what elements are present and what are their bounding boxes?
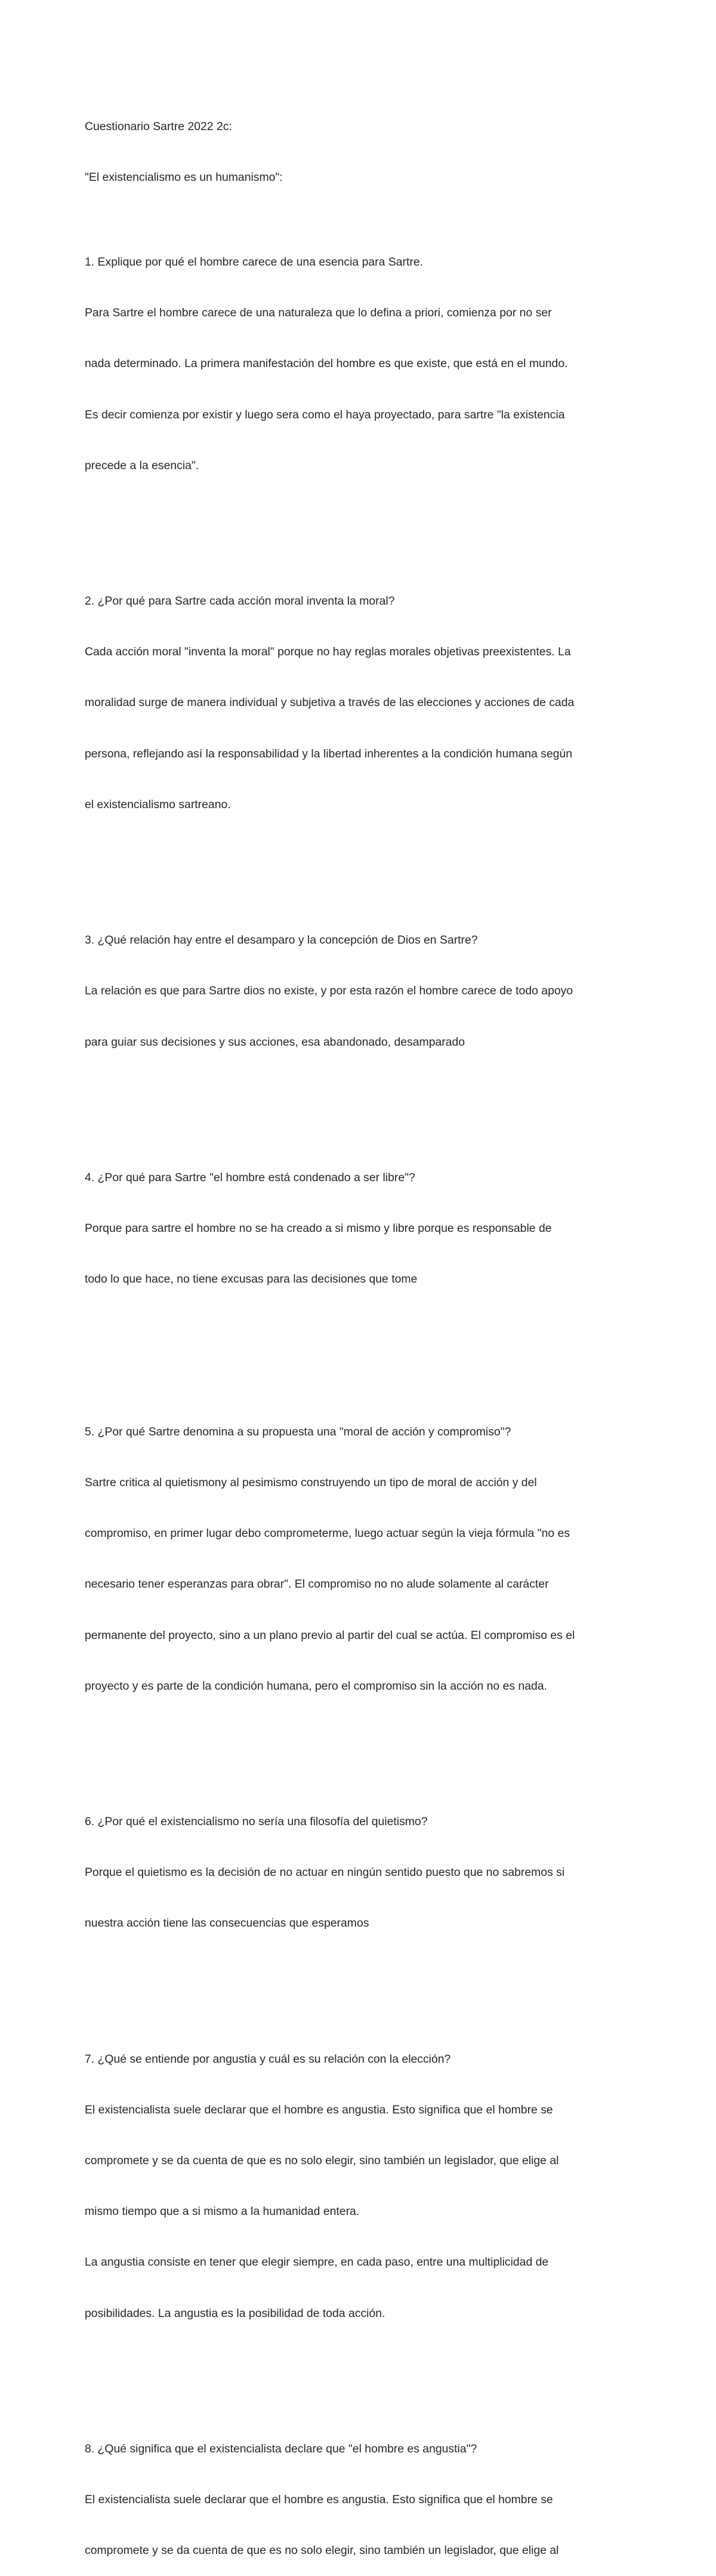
answer-2-line-3: persona, reflejando así la responsabilidad y la libertad inherentes a la condición humana según bbox=[85, 747, 573, 760]
answer-6-line-1: Porque el quietismo es la decisión de no actuar en ningún sentido puesto que no sabremos si bbox=[85, 1866, 565, 1879]
answer-4-line-1: Porque para sartre el hombre no se ha creado a si mismo y libre porque es responsable de bbox=[85, 1221, 552, 1235]
document-page bbox=[85, 84, 646, 2576]
answer-5-line-2: compromiso, en primer lugar debo comprometerme, luego actuar según la vieja fórmula "no es bbox=[85, 1527, 570, 1540]
answer-5-line-1: Sartre critica al quietismony al pesimismo construyendo un tipo de moral de acción y del bbox=[85, 1475, 537, 1489]
question-2: 2. ¿Por qué para Sartre cada acción moral inventa la moral? bbox=[85, 594, 395, 608]
paragraph-gap bbox=[85, 847, 646, 864]
answer-7-line-3: mismo tiempo que a si mismo a la humanidad entera. bbox=[85, 2205, 360, 2218]
answer-5-line-5: proyecto y es parte de la condición humana, pero el compromiso sin la acción no es nada. bbox=[85, 1679, 547, 1693]
paragraph-gap bbox=[85, 2356, 646, 2372]
paragraph-gap bbox=[85, 1084, 646, 1101]
question-1: 1. Explique por qué el hombre carece de una esencia para Sartre. bbox=[85, 255, 423, 269]
answer-8-line-2: compromete y se da cuenta de que es no solo elegir, sino también un legislador, que elige al bbox=[85, 2544, 559, 2557]
document-title: Cuestionario Sartre 2022 2c: bbox=[85, 119, 232, 133]
answer-2-line-4: el existencialismo sartreano. bbox=[85, 797, 231, 811]
question-6: 6. ¿Por qué el existencialismo no sería una filosofía del quietismo? bbox=[85, 1814, 428, 1828]
answer-7-line-5: posibilidades. La angustia es la posibilidad de toda acción. bbox=[85, 2306, 385, 2320]
answer-7-line-1: El existencialista suele declarar que el hombre es angustia. Esto significa que el hombre se bbox=[85, 2103, 553, 2116]
answer-3-line-2: para guiar sus decisiones y sus acciones, esa abandonado, desamparado bbox=[85, 1035, 465, 1049]
answer-1-line-2: nada determinado. La primera manifestación del hombre es que existe, que está en el mundo. bbox=[85, 357, 568, 371]
question-5: 5. ¿Por qué Sartre denomina a su propuesta una "moral de acción y compromiso"? bbox=[85, 1425, 511, 1438]
answer-4-line-2: todo lo que hace, no tiene excusas para las decisiones que tome bbox=[85, 1272, 418, 1286]
paragraph-gap bbox=[85, 508, 646, 525]
answer-2-line-1: Cada acción moral "inventa la moral" porque no hay reglas morales objetivas preexistentes. La bbox=[85, 645, 571, 659]
answer-2-line-2: moralidad surge de manera individual y subjetiva a través de las elecciones y acciones de cada bbox=[85, 696, 575, 710]
paragraph-gap bbox=[85, 1321, 646, 1355]
answer-3-line-1: La relación es que para Sartre dios no existe, y por esta razón el hombre carece de todo apoyo bbox=[85, 984, 573, 998]
answer-1-line-4: precede a la esencia". bbox=[85, 458, 199, 472]
paragraph-gap bbox=[85, 1966, 646, 1983]
question-3: 3. ¿Qué relación hay entre el desamparo y la concepción de Dios en Sartre? bbox=[85, 933, 478, 947]
answer-5-line-3: necesario tener esperanzas para obrar". El compromiso no no alude solamente al carácter bbox=[85, 1577, 549, 1591]
answer-7-line-4: La angustia consiste en tener que elegir siempre, en cada paso, entre una multiplicidad de bbox=[85, 2255, 549, 2269]
document-subtitle: "El existencialismo es un humanismo": bbox=[85, 171, 283, 184]
answer-6-line-2: nuestra acción tiene las consecuencias que esperamos bbox=[85, 1916, 369, 1930]
question-7: 7. ¿Qué se entiende por angustia y cuál es su relación con la elección? bbox=[85, 2052, 451, 2066]
question-4: 4. ¿Por qué para Sartre "el hombre está condenado a ser libre"? bbox=[85, 1170, 415, 1184]
answer-7-line-2: compromete y se da cuenta de que es no solo elegir, sino también un legislador, que elige al bbox=[85, 2154, 559, 2168]
answer-5-line-4: permanente del proyecto, sino a un plano previo al partir del cual se actúa. El compromiso es el bbox=[85, 1628, 575, 1642]
answer-1-line-3: Es decir comienza por existir y luego sera como el haya proyectado, para sartre "la existencia bbox=[85, 408, 565, 421]
answer-8-line-1: El existencialista suele declarar que el hombre es angustia. Esto significa que el hombre se bbox=[85, 2493, 553, 2507]
answer-1-line-1: Para Sartre el hombre carece de una naturaleza que lo defina a priori, comienza por no ser bbox=[85, 306, 552, 320]
question-8: 8. ¿Qué significa que el existencialista declare que "el hombre es angustia"? bbox=[85, 2442, 477, 2455]
paragraph-gap bbox=[85, 1728, 646, 1745]
